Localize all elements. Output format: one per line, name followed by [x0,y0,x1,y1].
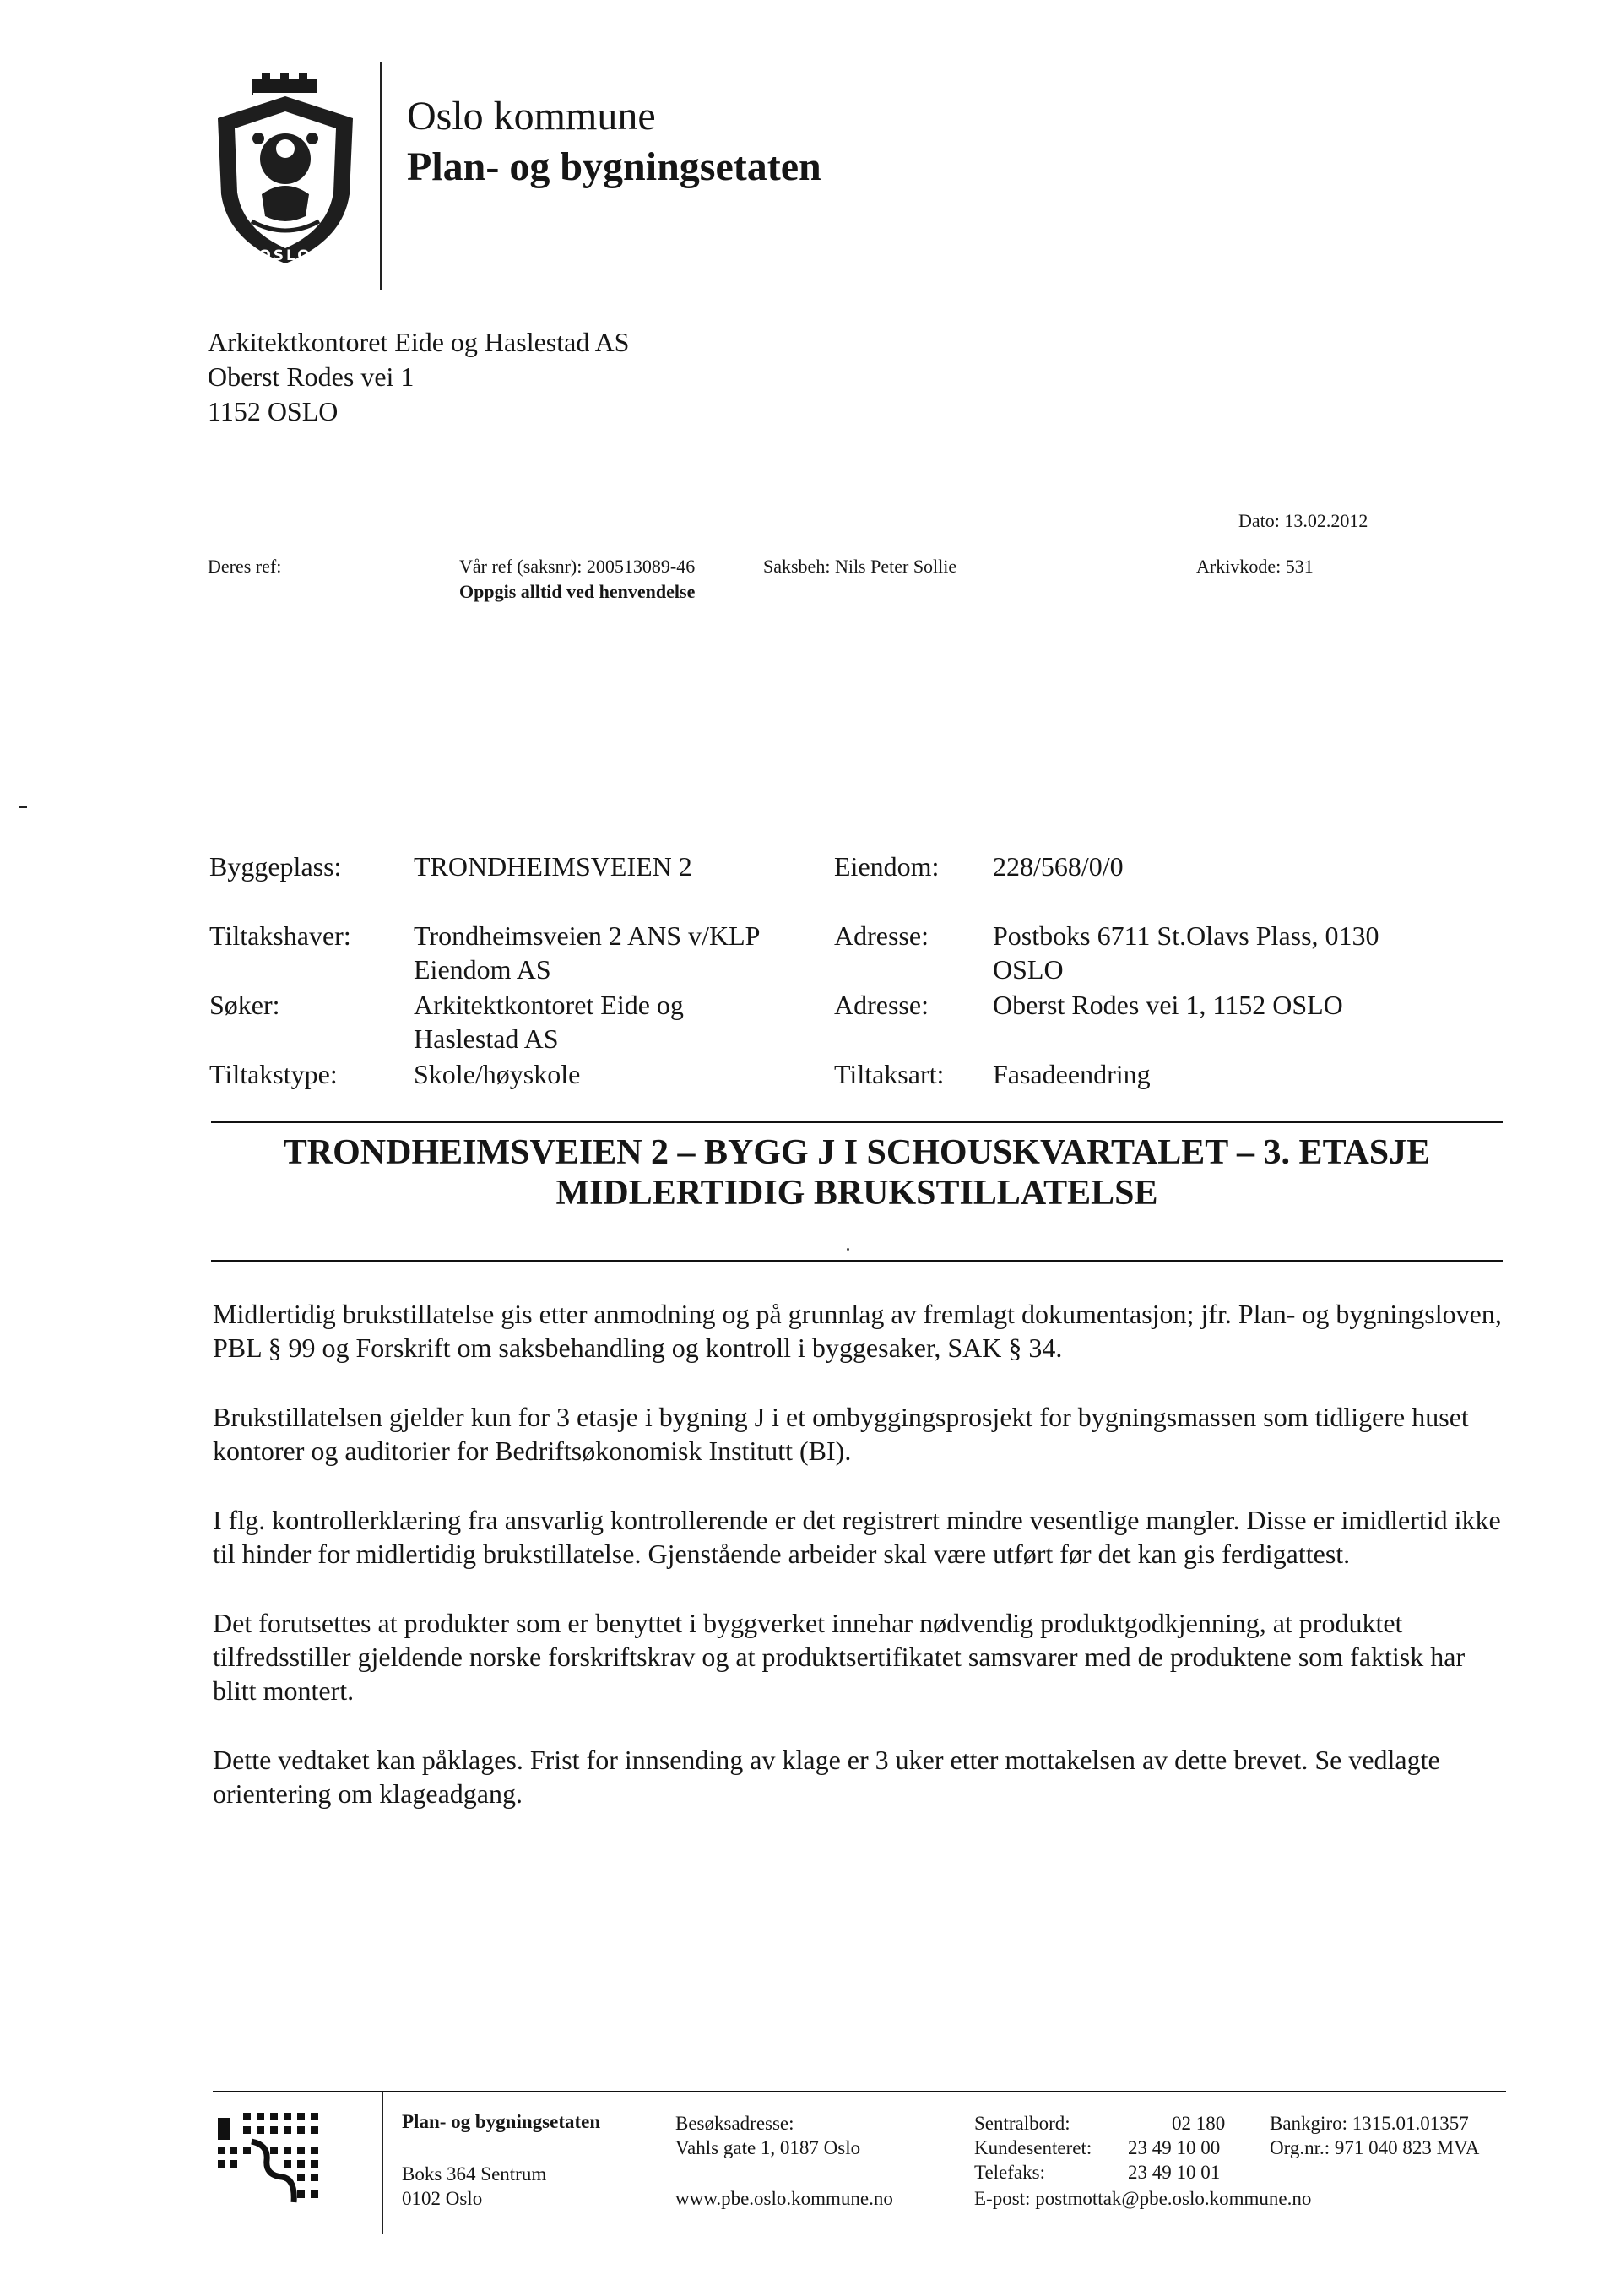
eiendom-label: Eiendom: [834,851,940,882]
footer-email-link[interactable]: E-post: postmottak@pbe.oslo.kommune.no [974,2188,1312,2209]
saksbehandler: Saksbeh: Nils Peter Sollie [763,556,957,577]
footer-web-link[interactable]: www.pbe.oslo.kommune.no [675,2188,893,2209]
arkivkode: Arkivkode: 531 [1196,556,1314,577]
oslo-seal-icon [192,68,378,270]
document-title: TRONDHEIMSVEIEN 2 – BYGG J I SCHOUSKVARTALET – 3. ETASJE [283,1133,1431,1172]
header-divider [380,62,382,290]
deres-ref: Deres ref: [208,556,282,577]
footer-kundesenter-value: 23 49 10 00 [1128,2137,1221,2158]
letter-body [213,1297,1504,1846]
paragraph-appeal: Dette vedtaket kan påklages. Frist for innsending av klage er 3 uker etter mottakelsen av dette brevet. Se vedlagte orientering om klageadgang. [213,1745,1440,1809]
recipient-street: Oberst Rodes vei 1 [208,361,415,392]
footer-post: 0102 Oslo [402,2188,483,2209]
recipient-postal: 1152 OSLO [208,396,339,426]
footer-telefaks-value: 23 49 10 01 [1128,2162,1221,2183]
footer-kundesenter-label: Kundesenteret: [974,2137,1092,2158]
soker-adresse-value: Oberst Rodes vei 1, 1152 OSLO [993,990,1343,1020]
title-rule-top [211,1121,1503,1123]
tiltaksart-value: Fasadeendring [993,1059,1151,1089]
footer-sentralbord-label: Sentralbord: [974,2113,1070,2134]
tiltakstype-value: Skole/høyskole [414,1059,581,1089]
tiltaksart-label: Tiltaksart: [834,1059,945,1089]
margin-mark [19,806,27,808]
footer-rule [213,2091,1506,2092]
footer-besoksadresse-value: Vahls gate 1, 0187 Oslo [675,2137,861,2158]
footer-telefaks-label: Telefaks: [974,2162,1045,2183]
recipient-address [208,325,629,429]
eiendom-value: 228/568/0/0 [993,851,1124,882]
paragraph-scope: Brukstillatelsen gjelder kun for 3 etasje i bygning J i et ombyggingsprosjekt for bygningsmassen som tidligere huset kontorer og auditorier for Bedriftsøkonomisk Institutt (BI). [213,1402,1469,1466]
byggeplass-value: TRONDHEIMSVEIEN 2 [414,851,692,882]
footer-divider [382,2092,383,2234]
organization-name: Oslo kommune [407,94,656,138]
department-name: Plan- og bygningsetaten [407,144,821,189]
footer-orgnr: Org.nr.: 971 040 823 MVA [1270,2137,1480,2158]
footer-boks: Boks 364 Sentrum [402,2163,547,2185]
document-subtitle: MIDLERTIDIG BRUKSTILLATELSE [555,1174,1158,1213]
byggeplass-label: Byggeplass: [209,851,342,882]
soker-line1: Arkitektkontoret Eide og [414,990,684,1020]
recipient-name: Arkitektkontoret Eide og Haslestad AS [208,327,630,357]
footer-sentralbord-value: 02 180 [1172,2113,1226,2134]
footer-besoksadresse-label: Besøksadresse: [675,2113,794,2134]
tiltakshaver-line1: Trondheimsveien 2 ANS v/KLP [414,920,761,951]
var-ref: Vår ref (saksnr): 200513089-46 [459,556,696,577]
paragraph-deficiencies: I flg. kontrollerklæring fra ansvarlig kontrollerende er det registrert mindre vesentlige mangler. Disse er imidlertid ikke til hinder for midlertidig brukstillatelse. Gjenstående arbeider skal være utført før det kan gis ferdigattest. [213,1505,1501,1569]
soker-adresse-label: Adresse: [834,990,929,1020]
footer-org: Plan- og bygningsetaten [402,2111,601,2132]
footer-bankgiro: Bankgiro: 1315.01.01357 [1270,2113,1469,2134]
tiltakshaver-line2: Eiendom AS [414,954,551,985]
tiltakshaver-label: Tiltakshaver: [209,920,351,951]
speck [847,1248,849,1251]
oppgis-note: Oppgis alltid ved henvendelse [459,581,696,602]
paragraph-products: Det forutsettes at produkter som er benyttet i byggverket innehar nødvendig produktgodkjenning, at produktet tilfredsstiller gjeldende norske forskriftskrav og at produktsertifikatet samsvarer med de produktene som faktisk har blitt montert. [213,1608,1466,1706]
soker-line2: Haslestad AS [414,1023,559,1054]
oslo-kommune-logo-icon [218,2108,353,2209]
tiltakstype-label: Tiltakstype: [209,1059,338,1089]
adresse-label: Adresse: [834,920,929,951]
adresse-line1: Postboks 6711 St.Olavs Plass, 0130 [993,920,1379,951]
svg-text:OSLO: OSLO [258,247,312,264]
letter-date: Dato: 13.02.2012 [1238,510,1368,531]
adresse-line2: OSLO [993,954,1064,985]
title-rule-bottom [211,1260,1503,1262]
paragraph-legal-basis: Midlertidig brukstillatelse gis etter anmodning og på grunnlag av fremlagt dokumentasjon; jfr. Plan- og bygningsloven, PBL § 99 og Forskrift om saksbehandling og kontroll i byggesaker, SAK § 34. [213,1299,1502,1363]
soker-label: Søker: [209,990,280,1020]
